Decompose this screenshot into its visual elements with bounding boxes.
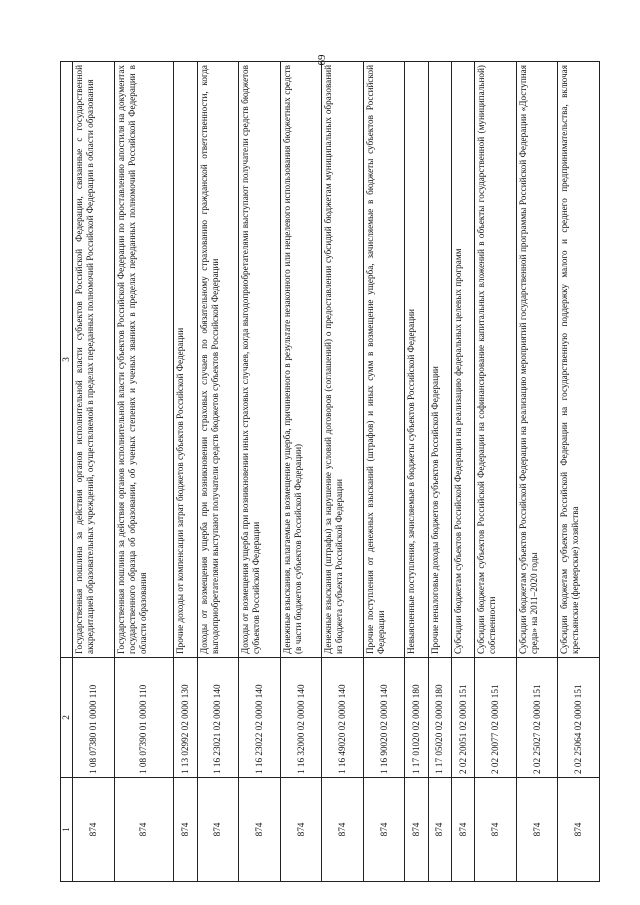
admin-code-cell: 874: [428, 778, 451, 882]
table-row: [428, 62, 451, 882]
admin-code-cell: 874: [174, 778, 197, 882]
revenue-name-cell: Денежные взыскания (штрафы) за нарушение условий договоров (соглашений) о предоставлении субсидий бюджетам муниципальных образований из бюджета субъекта Российской Федерации: [322, 62, 364, 658]
budget-code-cell: 1 16 32000 02 0000 140: [280, 658, 322, 778]
table-row: [280, 62, 322, 882]
revenue-name-cell: Государственная пошлина за действия органов исполнительной власти субъектов Российской Федерации по проставлению апостиля на документах государственного образца об образовании, об ученых степенях и ученых званиях в пределах переданных полномочий Российской Федерации в области образования: [114, 62, 174, 658]
budget-code-cell: 1 08 07380 01 0000 110: [73, 658, 115, 778]
revenue-name-cell: Субсидии бюджетам субъектов Российской Федерации на государственную поддержку малого и среднего предпринимательства, включая крестьянские (фермерские) хозяйства: [558, 62, 600, 658]
table-row: [558, 62, 600, 882]
table-row: [239, 62, 281, 882]
budget-code-cell: 2 02 25027 02 0000 151: [516, 658, 558, 778]
revenue-name-cell: Субсидии бюджетам субъектов Российской Федерации на реализацию мероприятий государственной программы Российской Федерации «Доступная среда» на 2011–2020 годы: [516, 62, 558, 658]
header-row: [61, 62, 73, 882]
header-col-2: 2: [61, 658, 73, 778]
table-row: [197, 62, 239, 882]
admin-code-cell: 874: [280, 778, 322, 882]
revenue-name-cell: Доходы от возмещения ущерба при возникновении иных страховых случаев, когда выгодоприобретателями выступают получатели средств бюджетов субъектов Российской Федерации: [239, 62, 281, 658]
budget-code-cell: 1 17 01020 02 0000 180: [405, 658, 428, 778]
budget-code-cell: 2 02 25064 02 0000 151: [558, 658, 600, 778]
revenue-name-cell: Прочие поступления от денежных взысканий (штрафов) и иных сумм в возмещение ущерба, зачисляемые в бюджеты субъектов Российской Федерации: [363, 62, 405, 658]
admin-code-cell: 874: [405, 778, 428, 882]
admin-code-cell: 874: [322, 778, 364, 882]
page-number: 69: [316, 54, 328, 66]
revenue-name-cell: Субсидии бюджетам субъектов Российской Федерации на реализацию федеральных целевых программ: [451, 62, 474, 658]
revenue-codes-table: [60, 61, 600, 882]
budget-code-cell: 1 08 07390 01 0000 110: [114, 658, 174, 778]
header-col-1: 1: [61, 778, 73, 882]
table-row: [405, 62, 428, 882]
table-row: [73, 62, 115, 882]
admin-code-cell: 874: [114, 778, 174, 882]
header-col-3: 3: [61, 62, 73, 658]
revenue-name-cell: Прочие неналоговые доходы бюджетов субъектов Российской Федерации: [428, 62, 451, 658]
admin-code-cell: 874: [363, 778, 405, 882]
budget-code-cell: 1 17 05020 02 0000 180: [428, 658, 451, 778]
admin-code-cell: 874: [475, 778, 517, 882]
table-row: [475, 62, 517, 882]
table-body: [73, 62, 600, 882]
revenue-name-cell: Невыясненные поступления, зачисляемые в бюджеты субъектов Российской Федерации: [405, 62, 428, 658]
admin-code-cell: 874: [451, 778, 474, 882]
budget-code-cell: 2 02 20051 02 0000 151: [451, 658, 474, 778]
budget-code-cell: 1 16 23022 02 0000 140: [239, 658, 281, 778]
budget-code-cell: 1 13 02992 02 0000 130: [174, 658, 197, 778]
admin-code-cell: 874: [558, 778, 600, 882]
admin-code-cell: 874: [197, 778, 239, 882]
revenue-name-cell: Государственная пошлина за действия органов исполнительной власти субъектов Российской Федерации, связанные с государственной аккредитацией образовательных учреждений, осуществляемой в пределах переданных полномочий Российской Федерации в области образования: [73, 62, 115, 658]
table-row: [451, 62, 474, 882]
revenue-name-cell: Доходы от возмещения ущерба при возникновении страховых случаев по обязательному страхованию гражданской ответственности, когда выгодоприобретателями выступают получатели средств бюджетов субъектов Российской Федерации: [197, 62, 239, 658]
budget-code-cell: 2 02 20077 02 0000 151: [475, 658, 517, 778]
table-row: [322, 62, 364, 882]
budget-code-cell: 1 16 49020 02 0000 140: [322, 658, 364, 778]
revenue-name-cell: Денежные взыскания, налагаемые в возмещение ущерба, причиненного в результате незаконного или нецелевого использования бюджетных средств (в части бюджетов субъектов Российской Федерации): [280, 62, 322, 658]
revenue-name-cell: Прочие доходы от компенсации затрат бюджетов субъектов Российской Федерации: [174, 62, 197, 658]
table-row: [516, 62, 558, 882]
admin-code-cell: 874: [73, 778, 115, 882]
revenue-name-cell: Субсидии бюджетам субъектов Российской Федерации на софинансирование капитальных вложений в объекты государственной (муниципальной) собственности: [475, 62, 517, 658]
rotated-table-wrapper: [60, 62, 600, 882]
admin-code-cell: 874: [516, 778, 558, 882]
rotated-table-inner: [60, 62, 600, 882]
table-row: [363, 62, 405, 882]
admin-code-cell: 874: [239, 778, 281, 882]
budget-code-cell: 1 16 90020 02 0000 140: [363, 658, 405, 778]
table-row: [114, 62, 174, 882]
budget-code-cell: 1 16 23021 02 0000 140: [197, 658, 239, 778]
table-row: [174, 62, 197, 882]
